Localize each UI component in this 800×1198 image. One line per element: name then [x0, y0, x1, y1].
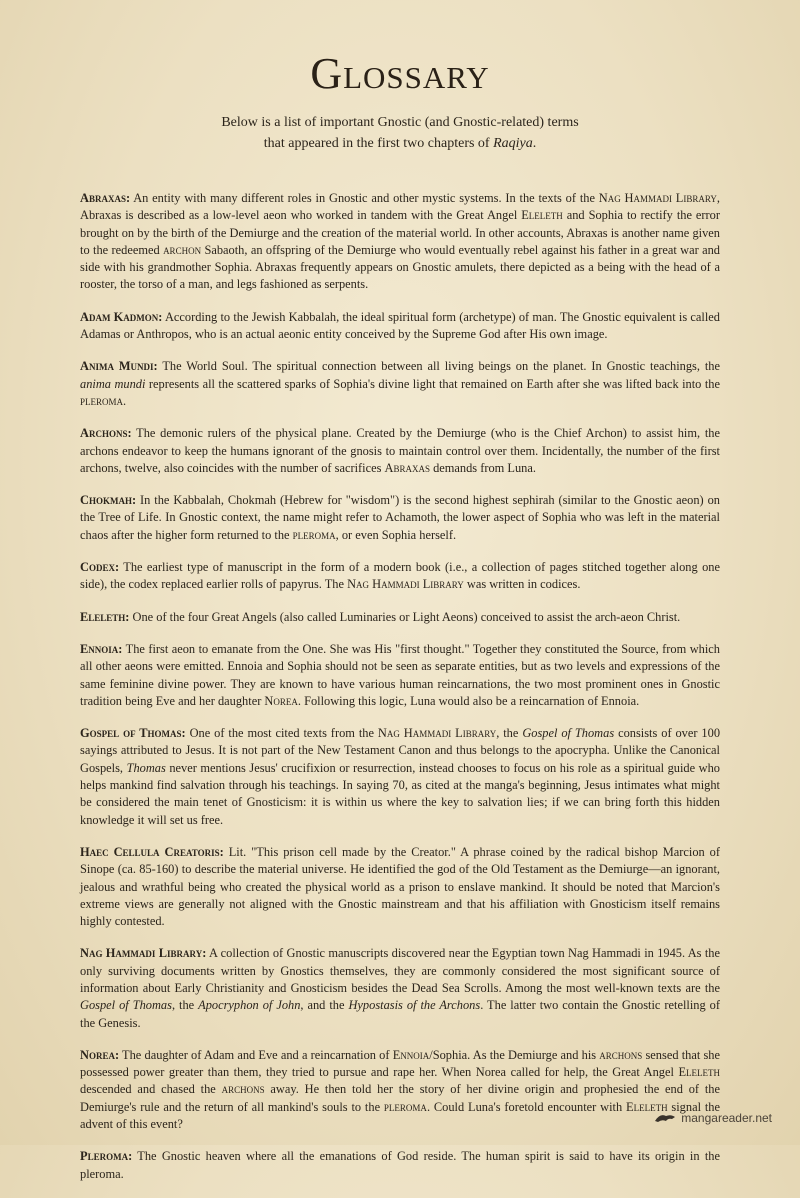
definition-text: Sabaoth, an offspring of the Demiurge who would eventually rebel against his father in a great war and side with his grandmother Sophia. Abraxas frequently appears on Gnostic amulets, there depicted as a being with the head of a rooster, the torso of a man, and legs fashioned as serpents.: [80, 242, 720, 292]
definition-text: Eleleth: [678, 1065, 720, 1080]
intro-line-2: that appeared in the first two chapters of: [263, 136, 490, 151]
glossary-term: Archons:: [80, 426, 132, 441]
glossary-entry: [80, 609, 720, 626]
definition-text: One of the most cited texts from the: [185, 726, 378, 741]
glossary-entry: [80, 425, 720, 477]
definition-text: represents all the scattered sparks of Sophia's divine light that remained on Earth after she was lifted back into the: [145, 376, 720, 391]
definition-text: , or even Sophia herself.: [335, 527, 457, 542]
definition-text: descended and chased the: [80, 1082, 222, 1097]
definition-text: The first aeon to emanate from the One. She was His "first thought." Together they constituted the Source, from which all other aeons were emitted. Ennoia and Sophia should not be seen as separate entities, but as two levels and expressions of the same feminine divine power. They are known to have various human reincarnations, the two most prominent ones in Gnostic tradition being Eve and her daughter: [80, 641, 720, 708]
glossary-term: Gospel of Thomas:: [80, 726, 186, 741]
definition-text: An entity with many different roles in Gnostic and other mystic systems. In the texts of the: [130, 191, 599, 205]
definition-text: The demonic rulers of the physical plane. Created by the Demiurge (who is the Chief Archon) to assist him, the archons endeavor to keep the humans ignorant of the gnosis to maintain control over them. Incidentally, the number of the first archons, twelve, also coincides with the number of sacrifices: [80, 426, 720, 475]
glossary-term: Norea:: [80, 1047, 120, 1062]
definition-text: . Following this logic, Luna would also be a reincarnation of Ennoia.: [297, 693, 640, 708]
definition-text: signal the advent of this event?: [80, 1099, 721, 1132]
definition-text: . The latter two contain the Gnostic retelling of the Genesis.: [80, 998, 720, 1030]
definition-text: never mentions Jesus' crucifixion or resurrection, instead chooses to focus on his role as a spiritual guide who helps mankind find salvation through his teachings. In saying 70, as cited at the manga's beginning, Jesus intimates what might be considered the main tenet of Gnosticism: it is within us where the key to salvation lies; if we can bring forth this hidden knowledge it will set us free.: [80, 760, 720, 827]
definition-text: archon: [163, 242, 202, 257]
definition-text: and Sophia to rectify the error brought on by the birth of the Demiurge and the creation of the material world. In other accounts, Abraxas is another name given to the redeemed: [80, 208, 720, 257]
definition-text: In the Kabbalah, Chokmah (Hebrew for "wisdom") is the second highest sephirah (similar to the Gnostic aeon) on the Tree of Life. In Gnostic context, the name might refer to Achamoth, the lower aspect of Sophia who was left in the material chaos after the higher form returned to the: [80, 493, 720, 542]
glossary-entry: [80, 309, 720, 344]
definition-text: The World Soul. The spiritual connection between all living beings on the planet. In Gnostic teachings, the: [157, 359, 720, 374]
definition-text: , Abraxas is described as a low-level aeon who worked in tandem with the Great Angel: [80, 191, 720, 223]
definition-text: Norea: [264, 693, 298, 708]
definition-text: sensed that she possessed power greater than them, they tried to pursue and rape her. When Norea called for help, the Great Angel: [80, 1047, 720, 1080]
definition-text: One of the four Great Angels (also called Luminaries or Light Aeons) conceived to assist the arch-aeon Christ.: [129, 609, 681, 624]
glossary-entry: [80, 1148, 720, 1183]
intro-book-title: Raqiya: [493, 136, 533, 151]
definition-text: pleroma: [80, 393, 124, 408]
glossary-entries: [80, 190, 720, 1198]
definition-text: The earliest type of manuscript in the form of a modern book (i.e., a collection of pages stitched together along one side), the codex replaced earlier rolls of papyrus. The: [80, 560, 720, 592]
glossary-entry: [80, 1047, 720, 1133]
intro-line-1: Below is a list of important Gnostic (and Gnostic-related) terms: [221, 115, 579, 130]
glossary-entry: [80, 844, 720, 930]
definition-text: Gospel of Thomas: [80, 998, 172, 1013]
glossary-term: Codex:: [80, 560, 120, 575]
definition-text: The Gnostic heaven where all the emanations of God reside. The human spirit is said to have its origin in the pleroma.: [80, 1149, 720, 1181]
definition-text: A collection of Gnostic manuscripts discovered near the Egyptian town Nag Hammadi in 1945. As the only surviving documents written by Gnostics themselves, they are commonly considered the most significant source of information about Early Christianity and Gnosticism besides the Dead Sea Scrolls. Among the most well-known texts are the: [80, 946, 720, 995]
page-title: Glossary: [310, 49, 490, 98]
definition-text: Eleleth: [626, 1099, 668, 1114]
glossary-term: Nag Hammadi Library:: [80, 946, 207, 961]
definition-text: archons: [599, 1047, 643, 1062]
definition-text: Hypostasis of the Archons: [348, 998, 481, 1013]
watermark-logo-icon: [654, 1112, 676, 1124]
glossary-term: Pleroma:: [80, 1149, 133, 1164]
definition-text: Lit. "This prison cell made by the Creator." A phrase coined by the radical bishop Marcion of Sinope (ca. 85-160) to describe the material universe. He identified the god of the Old Testament as the Demiurge—an ignorant, jealous and wrathful being who created the physical world as a prison to enslave mankind. It should be noted that Marcion's extreme views are generally not aligned with the Gnostic mainstream and that his affiliation with Gnosticism itself remains highly contested.: [80, 844, 720, 929]
definition-text: away. He then told her the story of her divine origin and prophesied the end of the Demiurge's rule and the return of all mankind's souls to the: [80, 1082, 720, 1114]
definition-text: pleroma: [383, 1099, 427, 1114]
glossary-entry: [80, 358, 720, 410]
watermark-text: mangareader.net: [681, 1111, 772, 1125]
definition-text: Apocryphon of John: [198, 998, 301, 1013]
definition-text: , the: [496, 726, 523, 741]
glossary-term: Adam Kadmon:: [80, 309, 163, 324]
definition-text: The daughter of Adam and Eve and a reincarnation of: [119, 1047, 393, 1062]
glossary-entry: [80, 190, 720, 294]
glossary-term: Ennoia:: [80, 641, 123, 656]
definition-text: Nag Hammadi Library: [598, 191, 717, 205]
definition-text: Eleleth: [521, 208, 563, 223]
definition-text: anima mundi: [80, 376, 146, 391]
definition-text: According to the Jewish Kabbalah, the ideal spiritual form (archetype) of man. The Gnostic equivalent is called Adamas or Anthropos, who is an actual aeonic entity conceived by the Supreme God after His own image.: [80, 309, 720, 342]
intro-end: .: [532, 136, 537, 151]
definition-text: , and the: [300, 998, 349, 1013]
glossary-entry: [80, 492, 720, 544]
glossary-term: Anima Mundi:: [80, 359, 158, 374]
glossary-term: Haec Cellula Creatoris:: [80, 844, 224, 859]
definition-text: , the: [171, 998, 199, 1013]
definition-text: Abraxas: [384, 460, 430, 475]
glossary-term: Eleleth:: [80, 609, 130, 624]
intro-text: [150, 112, 650, 154]
definition-text: Nag Hammadi Library: [347, 577, 464, 592]
definition-text: . Could Luna's foretold encounter with: [426, 1099, 627, 1114]
definition-text: Ennoia: [392, 1047, 430, 1062]
definition-text: consists of over 100 sayings attributed to Jesus. It is not part of the New Testament Canon and thus belongs to the apocrypha. Unlike the Canonical Gospels,: [80, 726, 721, 775]
definition-text: was written in codices.: [463, 577, 581, 592]
glossary-term: Chokmah:: [80, 493, 137, 508]
definition-text: archons: [221, 1082, 265, 1097]
definition-text: /Sophia. As the Demiurge and his: [429, 1047, 600, 1062]
glossary-term: Abraxas:: [80, 191, 131, 205]
definition-text: .: [123, 393, 127, 408]
definition-text: demands from Luna.: [429, 460, 536, 475]
glossary-entry: [80, 945, 720, 1031]
definition-text: Gospel of Thomas: [522, 726, 615, 741]
watermark: [654, 1111, 772, 1125]
definition-text: Nag Hammadi Library: [377, 726, 497, 741]
glossary-entry: [80, 641, 720, 710]
definition-text: Thomas: [126, 760, 166, 775]
glossary-entry: [80, 559, 720, 594]
glossary-entry: [80, 725, 720, 829]
definition-text: pleroma: [292, 527, 336, 542]
